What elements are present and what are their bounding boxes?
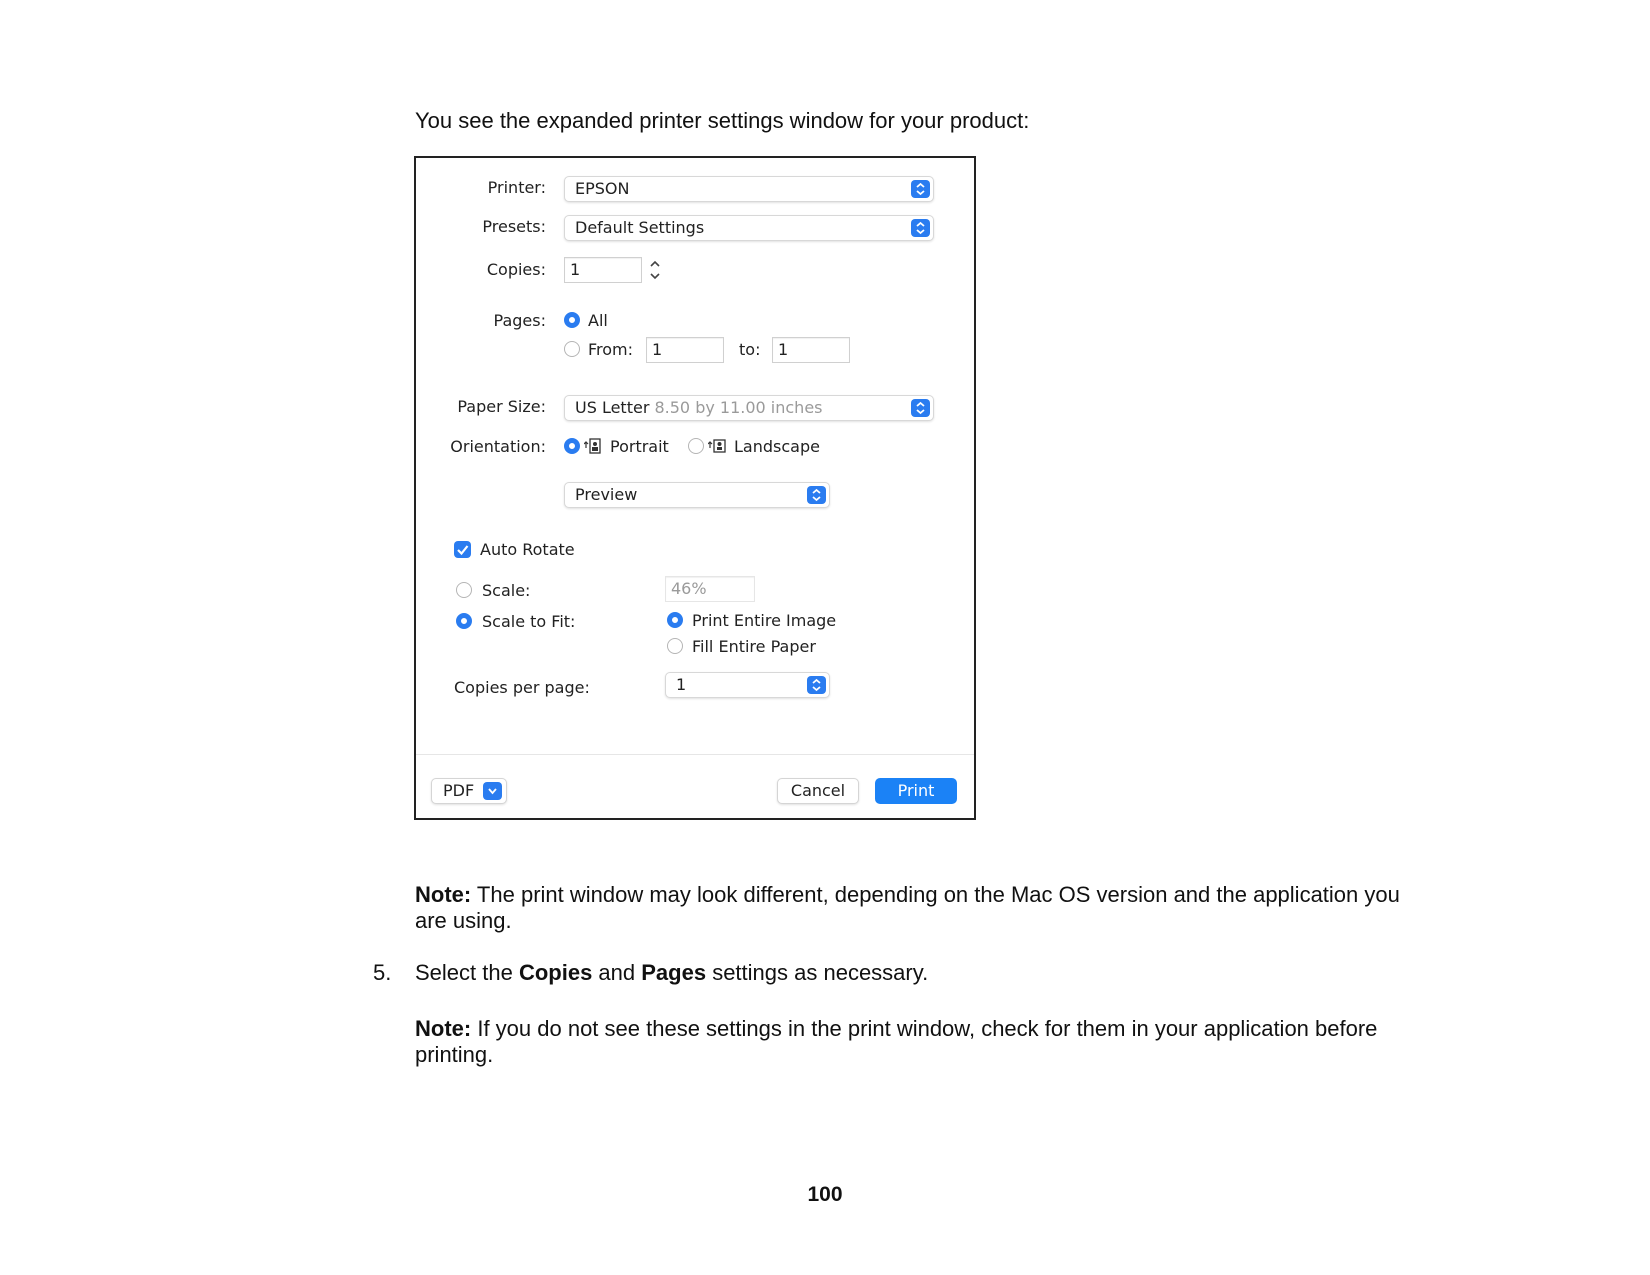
scale-label: Scale: <box>482 581 531 600</box>
step-text-mid: and <box>592 960 642 985</box>
footer-divider <box>416 754 974 755</box>
printer-label: Printer: <box>487 178 546 197</box>
scale-to-fit-label: Scale to Fit: <box>482 612 576 631</box>
step-copies-term: Copies <box>518 960 593 985</box>
pdf-menu-button[interactable] <box>431 778 507 804</box>
presets-label: Presets: <box>482 217 546 236</box>
step-number: 5. <box>373 960 392 985</box>
paper-size-value: US Letter <box>575 398 655 417</box>
updown-arrows-icon <box>911 180 930 198</box>
print-button[interactable]: Print <box>875 778 957 804</box>
cancel-button[interactable]: Cancel <box>777 778 859 804</box>
step-pages-term: Pages <box>641 960 707 985</box>
auto-rotate-label: Auto Rotate <box>480 540 575 559</box>
note-paragraph-1 <box>415 882 1415 934</box>
printer-value: EPSON <box>575 179 630 198</box>
app-section-popup[interactable] <box>564 482 830 508</box>
app-section-value: Preview <box>575 485 638 504</box>
updown-arrows-icon <box>911 399 930 417</box>
presets-popup[interactable] <box>564 215 934 241</box>
copies-per-page-value: 1 <box>676 675 687 694</box>
copies-label: Copies: <box>486 260 546 279</box>
updown-arrows-icon <box>911 219 930 237</box>
page-number: 100 <box>807 1183 843 1206</box>
paper-size-dims: 8.50 by 11.00 inches <box>654 398 823 417</box>
copies-field[interactable]: 1 <box>564 257 642 283</box>
step-text <box>415 960 928 986</box>
pages-all-radio[interactable] <box>564 312 580 328</box>
paper-size-popup[interactable] <box>564 395 934 421</box>
portrait-radio[interactable] <box>564 438 580 454</box>
checkmark-icon <box>454 541 471 558</box>
note-label: Note: <box>415 882 472 907</box>
pages-from-radio[interactable] <box>564 341 580 357</box>
copies-per-page-popup[interactable] <box>665 672 830 698</box>
portrait-icon <box>584 437 602 455</box>
step-text-pre: Select the <box>415 960 519 985</box>
pdf-label: PDF <box>443 781 475 800</box>
landscape-icon <box>708 437 726 455</box>
note-text: If you do not see these settings in the print window, check for them in your application before printing. <box>415 1016 1378 1067</box>
note-paragraph-2 <box>415 1016 1435 1068</box>
fill-entire-paper-radio[interactable] <box>667 638 683 654</box>
updown-arrows-icon <box>807 486 826 504</box>
intro-text: You see the expanded printer settings window for your product: <box>415 108 1030 133</box>
presets-value: Default Settings <box>575 218 705 237</box>
print-entire-image-label: Print Entire Image <box>692 611 837 630</box>
landscape-radio[interactable] <box>688 438 704 454</box>
printer-popup[interactable] <box>564 176 934 202</box>
note-text: The print window may look different, depending on the Mac OS version and the application you are using. <box>415 882 1400 933</box>
print-entire-image-radio[interactable] <box>667 612 683 628</box>
fill-entire-paper-label: Fill Entire Paper <box>692 637 816 656</box>
scale-field[interactable]: 46% <box>665 576 755 602</box>
auto-rotate-checkbox[interactable] <box>454 541 471 558</box>
paper-size-label: Paper Size: <box>457 397 546 416</box>
pages-all-label: All <box>588 311 608 330</box>
note-label: Note: <box>415 1016 472 1041</box>
orientation-label: Orientation: <box>450 437 546 456</box>
pages-to-field[interactable]: 1 <box>772 337 850 363</box>
pages-from-label: From: <box>588 340 634 359</box>
print-dialog <box>414 156 976 820</box>
copies-stepper[interactable] <box>648 257 662 283</box>
portrait-label: Portrait <box>610 437 669 456</box>
landscape-label: Landscape <box>734 437 820 456</box>
step-text-post: settings as necessary. <box>706 960 929 985</box>
pages-from-field[interactable]: 1 <box>646 337 724 363</box>
pages-to-label: to: <box>739 340 761 359</box>
chevron-down-icon <box>483 782 502 800</box>
scale-radio[interactable] <box>456 582 472 598</box>
pages-label: Pages: <box>493 311 546 330</box>
copies-per-page-label: Copies per page: <box>454 678 590 697</box>
scale-to-fit-radio[interactable] <box>456 613 472 629</box>
updown-arrows-icon <box>807 676 826 694</box>
